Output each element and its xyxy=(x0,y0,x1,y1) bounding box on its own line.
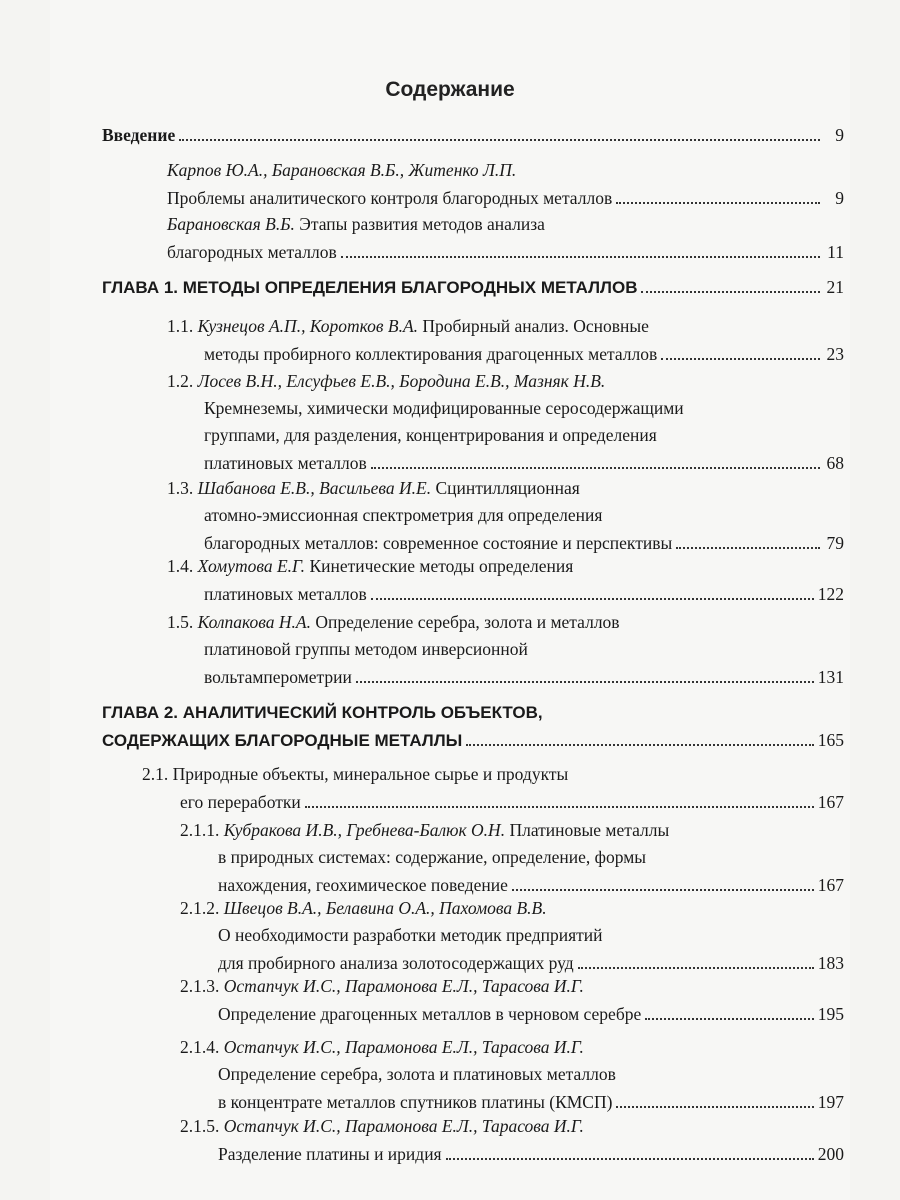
entry-title-cont: для пробирного анализа золотосодержащих руд xyxy=(218,953,574,973)
section-number: 2.1.5. xyxy=(180,1116,220,1136)
toc-section-2-1-3 xyxy=(180,973,844,1027)
page-number: 9 xyxy=(835,188,844,208)
intro-label: Введение xyxy=(102,125,176,145)
page-number: 23 xyxy=(826,344,844,364)
entry-title: Платиновые металлы xyxy=(509,820,670,840)
chapter-label: ГЛАВА 1. xyxy=(102,278,179,297)
entry-title: Кремнеземы, химически модифицированные серосодержащими xyxy=(204,398,684,418)
leader-dots xyxy=(645,1000,814,1020)
entry-title: Кинетические методы определения xyxy=(309,556,574,576)
page-number: 68 xyxy=(826,453,844,473)
authors: Кубракова И.В., Гребнева-Балюк О.Н. xyxy=(223,820,506,840)
authors: Остапчук И.С., Парамонова Е.Л., Тарасова И.Г. xyxy=(223,1037,584,1057)
entry-title: Проблемы аналитического контроля благородных металлов xyxy=(167,188,613,208)
authors: Шабанова Е.В., Васильева И.Е. xyxy=(197,478,432,498)
leader-dots xyxy=(512,871,814,891)
page-number: 21 xyxy=(826,277,844,297)
toc-section-2-1-4 xyxy=(180,1034,844,1115)
authors: Хомутова Е.Г. xyxy=(197,556,306,576)
book-page xyxy=(50,0,850,1200)
toc-section-1-1 xyxy=(167,313,844,367)
entry-title-cont: платиновой группы методом инверсионной xyxy=(204,639,528,659)
authors: Барановская В.Б. xyxy=(167,214,295,234)
authors: Колпакова Н.А. xyxy=(197,612,311,632)
page-number: 200 xyxy=(817,1144,844,1164)
leader-dots xyxy=(371,449,820,469)
page-number: 131 xyxy=(817,667,844,687)
entry-title-cont: платиновых металлов xyxy=(204,584,367,604)
page-number: 79 xyxy=(826,533,844,553)
leader-dots xyxy=(676,529,820,549)
section-number: 2.1. xyxy=(142,764,169,784)
page-number: 9 xyxy=(835,125,844,145)
leader-dots xyxy=(616,184,820,204)
entry-title-cont: методы пробирного коллектирования драгоценных металлов xyxy=(204,344,658,364)
section-number: 2.1.1. xyxy=(180,820,220,840)
leader-dots xyxy=(356,663,814,683)
chapter-title: АНАЛИТИЧЕСКИЙ КОНТРОЛЬ ОБЪЕКТОВ, xyxy=(182,703,543,722)
entry-title-cont: его переработки xyxy=(180,792,301,812)
chapter-title: МЕТОДЫ ОПРЕДЕЛЕНИЯ БЛАГОРОДНЫХ МЕТАЛЛОВ xyxy=(182,278,638,297)
page-number: 11 xyxy=(827,242,844,262)
authors: Остапчук И.С., Парамонова Е.Л., Тарасова И.Г. xyxy=(223,976,584,996)
entry-title: О необходимости разработки методик предприятий xyxy=(218,925,603,945)
page-number: 167 xyxy=(817,875,844,895)
entry-title-cont: благородных металлов xyxy=(167,242,337,262)
section-number: 1.4. xyxy=(167,556,194,576)
page-number: 195 xyxy=(817,1004,844,1024)
toc-section-1-2 xyxy=(167,368,844,476)
page-number: 165 xyxy=(817,730,844,750)
section-number: 2.1.2. xyxy=(180,898,220,918)
entry-title: Сцинтилляционная xyxy=(435,478,580,498)
entry-title-cont: атомно-эмиссионная спектрометрия для определения xyxy=(204,505,603,525)
section-number: 1.5. xyxy=(167,612,194,632)
section-number: 1.3. xyxy=(167,478,194,498)
authors: Швецов В.А., Белавина О.А., Пахомова В.В. xyxy=(223,898,547,918)
entry-title: Разделение платины и иридия xyxy=(218,1144,442,1164)
leader-dots xyxy=(341,238,820,258)
authors: Кузнецов А.П., Коротков В.А. xyxy=(197,316,419,336)
toc-section-2-1-2 xyxy=(180,895,844,976)
entry-title: Определение драгоценных металлов в черновом серебре xyxy=(218,1004,642,1024)
entry-title: Этапы развития методов анализа xyxy=(299,214,545,234)
entry-title-cont: в природных системах: содержание, определение, формы xyxy=(218,847,647,867)
entry-title: Природные объекты, минеральное сырье и продукты xyxy=(172,764,569,784)
entry-title: Определение серебра, золота и платиновых металлов xyxy=(218,1064,616,1084)
page-number: 197 xyxy=(817,1092,844,1112)
toc-chapter-2 xyxy=(102,699,844,753)
section-number: 1.1. xyxy=(167,316,194,336)
entry-title-cont: благородных металлов: современное состояние и перспективы xyxy=(204,533,673,553)
toc-section-1-5 xyxy=(167,609,844,690)
entry-title-cont: в концентрате металлов спутников платины (КМСП) xyxy=(218,1092,613,1112)
entry-title: Определение серебра, золота и металлов xyxy=(315,612,620,632)
page-number: 167 xyxy=(817,792,844,812)
toc-entry-intro xyxy=(102,121,844,148)
leader-dots xyxy=(616,1088,813,1108)
leader-dots xyxy=(446,1140,814,1160)
authors: Лосев В.Н., Елсуфьев Е.В., Бородина Е.В., Мазняк Н.В. xyxy=(197,371,606,391)
entry-title-cont: платиновых металлов xyxy=(204,453,367,473)
toc-chapter-1 xyxy=(102,273,844,300)
entry-title-cont: вольтамперометрии xyxy=(204,667,352,687)
chapter-title-cont: СОДЕРЖАЩИХ БЛАГОРОДНЫЕ МЕТАЛЛЫ xyxy=(102,731,463,750)
toc-entry xyxy=(167,211,844,265)
leader-dots xyxy=(305,788,814,808)
entry-title-cont: группами, для разделения, концентрирования и определения xyxy=(204,425,657,445)
leader-dots xyxy=(179,121,820,141)
toc-section-2-1 xyxy=(142,761,844,815)
chapter-label: ГЛАВА 2. xyxy=(102,703,179,722)
page-title: Содержание xyxy=(385,78,515,101)
authors: Карпов Ю.А., Барановская В.Б., Житенко Л.П. xyxy=(167,160,517,180)
page-number: 122 xyxy=(817,584,844,604)
section-number: 2.1.4. xyxy=(180,1037,220,1057)
toc-section-2-1-1 xyxy=(180,817,844,898)
section-number: 1.2. xyxy=(167,371,194,391)
section-number: 2.1.3. xyxy=(180,976,220,996)
entry-title-cont: нахождения, геохимическое поведение xyxy=(218,875,508,895)
leader-dots xyxy=(661,340,820,360)
page-number: 183 xyxy=(817,953,844,973)
toc-section-1-4 xyxy=(167,553,844,607)
leader-dots xyxy=(371,580,814,600)
authors: Остапчук И.С., Парамонова Е.Л., Тарасова И.Г. xyxy=(223,1116,584,1136)
entry-title: Пробирный анализ. Основные xyxy=(422,316,649,336)
leader-dots xyxy=(641,273,820,293)
leader-dots xyxy=(578,949,814,969)
toc-entry xyxy=(167,157,844,211)
toc-section-2-1-5 xyxy=(180,1113,844,1167)
leader-dots xyxy=(466,726,813,746)
toc-section-1-3 xyxy=(167,475,844,556)
